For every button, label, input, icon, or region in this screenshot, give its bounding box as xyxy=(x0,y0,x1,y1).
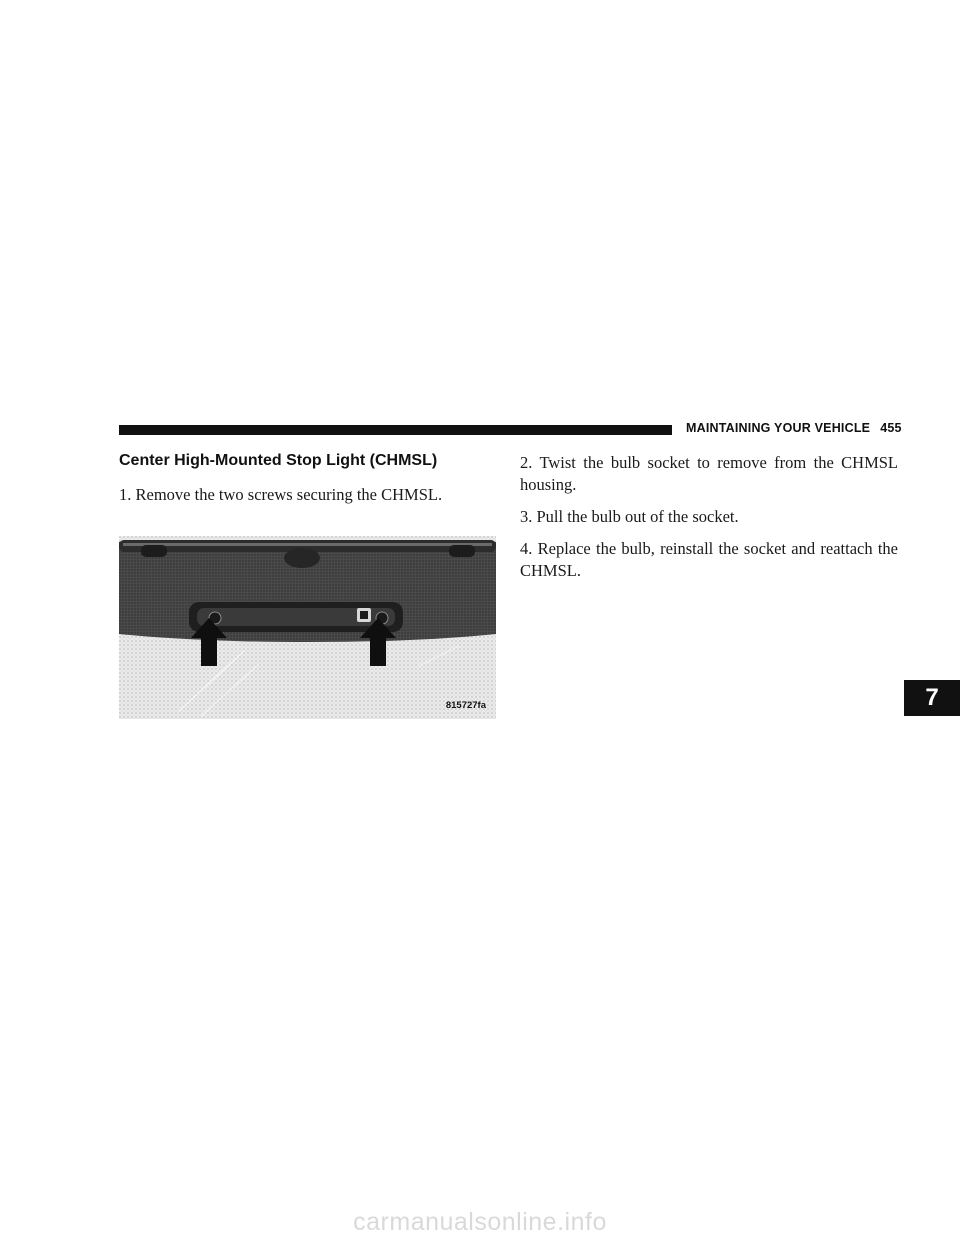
step-2: 2. Twist the bulb socket to remove from the CHMSL housing. xyxy=(520,453,898,494)
step-1: 1. Remove the two screws securing the CHMSL. xyxy=(119,485,443,504)
watermark: carmanualsonline.info xyxy=(353,1208,607,1236)
chapter-tab: 7 xyxy=(904,680,960,716)
section-title: Center High-Mounted Stop Light (CHMSL) xyxy=(119,452,438,469)
right-column xyxy=(520,452,898,592)
left-column xyxy=(119,452,497,516)
page-number: 455 xyxy=(880,421,902,435)
chmsl-illustration xyxy=(119,536,496,719)
step-4: 4. Replace the bulb, reinstall the socket and reattach the CHMSL. xyxy=(520,539,898,580)
figure-code: 815727fa xyxy=(445,700,486,711)
header-rule xyxy=(119,425,672,435)
header-section: MAINTAINING YOUR VEHICLE xyxy=(686,421,871,435)
step-3: 3. Pull the bulb out of the socket. xyxy=(520,507,739,526)
running-header xyxy=(686,421,902,435)
chmsl-figure xyxy=(119,536,496,719)
